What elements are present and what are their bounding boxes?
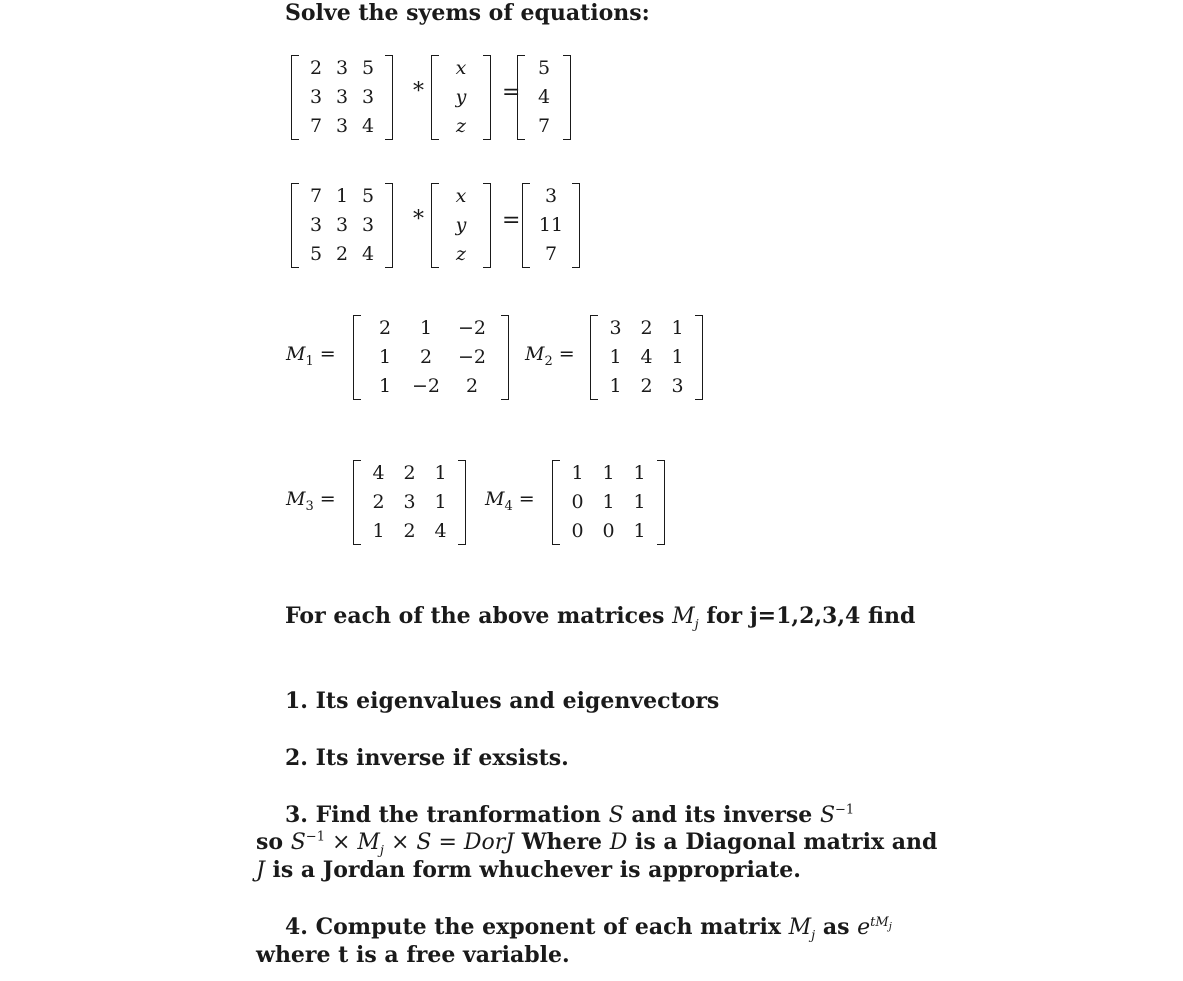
matrix-cell: 2 [335,243,349,265]
matrix-cell: −2 [457,346,486,368]
matrix-cell: 3 [335,86,349,108]
matrix-cell: 1 [419,317,433,339]
matrix-cell: 2 [640,317,653,339]
matrix-cell: 3 [403,491,416,513]
matrix-cell: 7 [309,115,323,137]
matrix-cell: −2 [457,317,486,339]
matrix-cell: 1 [609,346,622,368]
matrix-cell: 1 [609,375,622,397]
matrix-m1 [353,315,509,400]
matrix-cell: 3 [544,185,558,207]
matrix-label-m1: $M_1$ = [286,343,336,369]
matrix-cell: 1 [671,346,684,368]
matrix-cell: x [455,185,467,207]
item-3-line1: 3. Find the tranformation S and its inverse $S^{-1}$ [285,802,855,828]
matrix-cell: 0 [571,520,584,542]
matrix-label-m4: $M_4$ = [485,488,535,514]
matrix-label-m2: $M_2$ = [525,343,575,369]
matrix-cell: 4 [372,462,385,484]
matrix-cell: 2 [372,491,385,513]
matrix-cell: 5 [361,57,375,79]
matrix-cell: 1 [335,185,349,207]
matrix-cell: 1 [372,520,385,542]
matrix-cell: 1 [671,317,684,339]
matrix-cell: 1 [378,346,392,368]
matrix-cell: 2 [465,375,479,397]
matrix-m2 [590,315,703,400]
matrix-cell: 2 [419,346,433,368]
item-1: 1. Its eigenvalues and eigenvectors [285,688,720,714]
matrix-cell: 11 [538,214,564,236]
matrix-cell: 2 [403,462,416,484]
page-title: Solve the syems of equations: [285,0,650,26]
equals-operator: = [502,208,521,233]
matrix-cell: 2 [378,317,392,339]
matrix-cell: 3 [309,214,323,236]
matrix-cell: 5 [537,57,551,79]
matrix-cell: 3 [361,86,375,108]
matrix-cell: x [455,57,467,79]
matrix-cell: 3 [335,214,349,236]
matrix-cell: 7 [309,185,323,207]
matrix-cell: 1 [633,491,646,513]
matrix-cell: 3 [335,57,349,79]
matrix-cell: z [455,115,466,137]
times-operator: * [413,79,424,104]
matrix-cell: 3 [361,214,375,236]
matrix-cell: 1 [602,462,615,484]
matrix-cell: 1 [633,462,646,484]
item-3-line2: so $S^{-1} \times M_j \times S$ = DorJ Where D is a Diagonal matrix and [256,829,938,859]
item-2: 2. Its inverse if exsists. [285,745,569,771]
matrix-cell: z [455,243,466,265]
system1-vector-b [517,55,571,140]
matrix-cell: 5 [309,243,323,265]
matrix-m3 [353,460,466,545]
matrix-cell: 4 [361,243,375,265]
matrix-cell: 3 [671,375,684,397]
matrix-cell: 3 [609,317,622,339]
matrix-cell: 1 [602,491,615,513]
system1-vector-xyz [431,55,491,140]
item-4-line2: where t is a free variable. [256,942,570,968]
matrix-cell: −2 [411,375,440,397]
matrix-cell: 2 [640,375,653,397]
system2-vector-b [522,183,580,268]
matrix-cell: 3 [335,115,349,137]
matrix-cell: 1 [434,462,447,484]
times-operator: * [413,207,424,232]
item-3-line3: J is a Jordan form whuchever is appropriate. [256,857,801,883]
matrix-cell: 1 [571,462,584,484]
matrix-cell: 0 [602,520,615,542]
system2-matrix-A [291,183,393,268]
matrix-cell: 2 [309,57,323,79]
matrix-cell: 4 [434,520,447,542]
matrix-cell: 2 [403,520,416,542]
system2-vector-xyz [431,183,491,268]
matrix-cell: 0 [571,491,584,513]
matrix-cell: 4 [361,115,375,137]
matrix-m4 [552,460,665,545]
matrix-cell: 4 [640,346,653,368]
matrix-cell: 3 [309,86,323,108]
matrix-cell: 1 [434,491,447,513]
matrix-cell: 7 [544,243,558,265]
matrix-cell: 5 [361,185,375,207]
matrix-cell: 1 [633,520,646,542]
matrix-cell: 4 [537,86,551,108]
matrix-cell: y [455,86,467,108]
item-4-line1: 4. Compute the exponent of each matrix $M_j$ as $e^{tM_j}$ [285,914,892,944]
matrix-cell: 7 [537,115,551,137]
intro-sentence: For each of the above matrices $M_j$ for j=1,2,3,4 find [285,603,916,633]
matrix-cell: y [455,214,467,236]
matrix-label-m3: $M_3$ = [286,488,336,514]
equals-operator: = [502,80,521,105]
system1-matrix-A [291,55,393,140]
matrix-cell: 1 [378,375,392,397]
